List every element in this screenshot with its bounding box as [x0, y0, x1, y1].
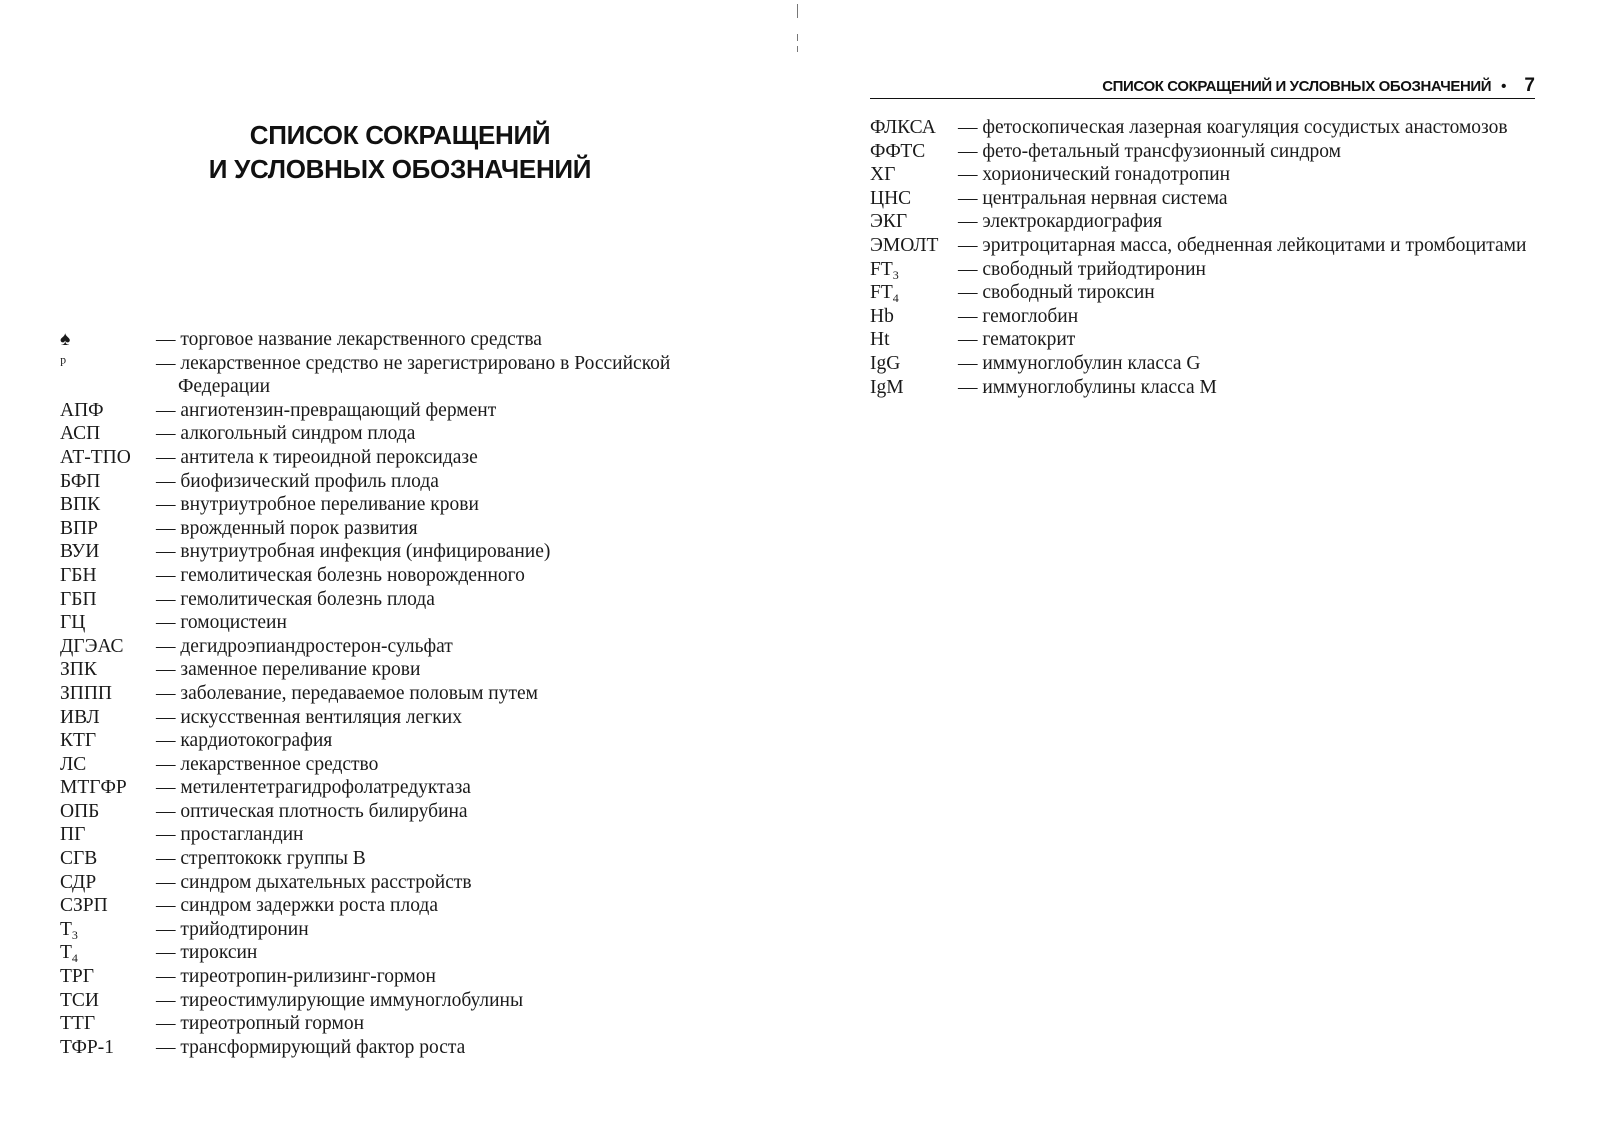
running-head [870, 74, 1535, 99]
abbreviation-term [870, 140, 925, 164]
abbreviation-entry [60, 776, 760, 800]
abbreviation-definition: — внутриутробная инфекция (инфицирование) [156, 540, 760, 564]
running-head-title: СПИСОК СОКРАЩЕНИЙ И УСЛОВНЫХ ОБОЗНАЧЕНИЙ [1102, 78, 1492, 95]
term-text: ♠ [60, 329, 71, 350]
abbreviation-entry [60, 871, 760, 895]
abbreviation-entry [60, 611, 760, 635]
abbreviation-definition: — трийодтиронин [156, 918, 760, 942]
abbreviation-definition: — торговое название лекарственного средства [156, 328, 760, 352]
bullet-icon: • [1501, 78, 1507, 95]
right-page [870, 0, 1535, 1145]
abbreviation-entry [60, 682, 760, 706]
abbreviation-term [60, 399, 104, 423]
chapter-title [60, 118, 740, 186]
term-text: ЭКГ [870, 211, 908, 233]
abbreviation-entry [60, 941, 760, 965]
term-text: ХГ [870, 164, 896, 186]
term-text: ᵖ [60, 352, 67, 374]
term-subscript: 3 [71, 927, 78, 942]
abbreviation-list [870, 116, 1535, 399]
abbreviation-definition: — алкогольный синдром плода [156, 422, 760, 446]
abbreviation-entry [60, 422, 760, 446]
abbreviation-term [60, 871, 96, 895]
abbreviation-definition: — искусственная вентиляция легких [156, 706, 760, 730]
abbreviation-entry [60, 399, 760, 423]
abbreviation-definition: — фето-фетальный трансфузионный синдром [958, 140, 1535, 164]
abbreviation-definition: — синдром дыхательных расстройств [156, 871, 760, 895]
abbreviation-entry [60, 894, 760, 918]
chapter-title-line: СПИСОК СОКРАЩЕНИЙ [249, 120, 551, 150]
term-text: ТТГ [60, 1013, 96, 1035]
abbreviation-definition: — ангиотензин-превращающий фермент [156, 399, 760, 423]
term-text: АСП [60, 423, 101, 445]
abbreviation-definition: — электрокардиография [958, 210, 1535, 234]
page-number: 7 [1524, 75, 1535, 96]
abbreviation-term [60, 965, 94, 989]
abbreviation-entry [60, 1012, 760, 1036]
abbreviation-definition: — тиреостимулирующие иммуноглобулины [156, 989, 760, 1013]
term-text: ТФР-1 [60, 1036, 114, 1058]
abbreviation-term [60, 446, 131, 470]
term-text: IgG [870, 352, 901, 374]
abbreviation-term [60, 635, 124, 659]
abbreviation-definition: — иммуноглобулины класса М [958, 376, 1535, 400]
abbreviation-term [870, 234, 938, 258]
abbreviation-definition: — кардиотокография [156, 729, 760, 753]
term-text: СЗРП [60, 895, 108, 917]
term-subscript: 3 [892, 267, 899, 282]
abbreviation-entry [60, 564, 760, 588]
term-text: ВПР [60, 517, 98, 539]
abbreviation-definition: — простагландин [156, 823, 760, 847]
term-text: ТРГ [60, 966, 95, 988]
abbreviation-entry [60, 847, 760, 871]
abbreviation-term [60, 989, 99, 1013]
term-subscript: 4 [71, 951, 78, 966]
abbreviation-definition: — трансформирующий фактор роста [156, 1036, 760, 1060]
gutter-mark [797, 46, 798, 52]
abbreviation-term [60, 493, 100, 517]
abbreviation-definition: — врожденный порок развития [156, 517, 760, 541]
abbreviation-term [870, 305, 894, 329]
term-text: БФП [60, 470, 101, 492]
term-text: ИВЛ [60, 706, 100, 728]
abbreviation-definition: — хорионический гонадотропин [958, 163, 1535, 187]
term-text: IgM [870, 376, 904, 398]
abbreviation-definition: — тиреотропин-рилизинг-гормон [156, 965, 760, 989]
abbreviation-entry [60, 493, 760, 517]
term-text: АТ-ТПО [60, 446, 131, 468]
term-text: КТГ [60, 730, 97, 752]
term-text: АПФ [60, 399, 104, 421]
abbreviation-term [870, 187, 911, 211]
term-text: T [60, 918, 72, 940]
term-text: ГБН [60, 564, 97, 586]
abbreviation-definition: — оптическая плотность билирубина [156, 800, 760, 824]
abbreviation-definition: — дегидроэпиандростерон-сульфат [156, 635, 760, 659]
term-text: ДГЭАС [60, 635, 124, 657]
abbreviation-definition: — эритроцитарная масса, обедненная лейкоцитами и тромбоцитами [958, 234, 1535, 258]
abbreviation-term [870, 352, 900, 376]
abbreviation-entry [870, 116, 1535, 140]
abbreviation-term [60, 918, 78, 942]
abbreviation-entry [60, 588, 760, 612]
abbreviation-entry [60, 706, 760, 730]
abbreviation-entry [60, 729, 760, 753]
abbreviation-entry [60, 328, 760, 352]
abbreviation-definition: — заменное переливание крови [156, 658, 760, 682]
abbreviation-entry [60, 446, 760, 470]
abbreviation-term [60, 800, 99, 824]
abbreviation-entry [60, 1036, 760, 1060]
abbreviation-term [60, 422, 100, 446]
abbreviation-definition: — биофизический профиль плода [156, 470, 760, 494]
abbreviation-term [870, 258, 899, 282]
term-text: ФЛКСА [870, 117, 936, 138]
abbreviation-definition: — синдром задержки роста плода [156, 894, 760, 918]
abbreviation-definition: — лекарственное средство [156, 753, 760, 777]
abbreviation-definition: — центральная нервная система [958, 187, 1535, 211]
abbreviation-definition: — внутриутробное переливание крови [156, 493, 760, 517]
abbreviation-entry [870, 281, 1535, 305]
abbreviation-term [60, 682, 112, 706]
abbreviation-term [870, 376, 904, 400]
abbreviation-term [60, 470, 100, 494]
term-text: ЗПК [60, 659, 97, 681]
abbreviation-definition: — тиреотропный гормон [156, 1012, 760, 1036]
abbreviation-term [60, 776, 127, 800]
abbreviation-definition: — иммуноглобулин класса G [958, 352, 1535, 376]
abbreviation-term [870, 328, 890, 352]
term-text: Ht [870, 329, 890, 351]
gutter-mark [797, 34, 798, 41]
abbreviation-entry [870, 187, 1535, 211]
term-text: ПГ [60, 824, 86, 846]
term-text: ОПБ [60, 800, 100, 822]
abbreviation-definition: — фетоскопическая лазерная коагуляция сосудистых анастомозов [958, 116, 1535, 140]
abbreviation-term [60, 328, 70, 352]
abbreviation-term [60, 941, 78, 965]
abbreviation-term [60, 658, 97, 682]
abbreviation-term [60, 706, 100, 730]
abbreviation-term [60, 564, 97, 588]
abbreviation-definition: — гемолитическая болезнь новорожденного [156, 564, 760, 588]
abbreviation-term [60, 540, 99, 564]
abbreviation-entry [870, 352, 1535, 376]
abbreviation-entry [60, 753, 760, 777]
term-text: ВПК [60, 494, 101, 516]
abbreviation-entry [870, 210, 1535, 234]
abbreviation-entry [870, 305, 1535, 329]
abbreviation-entry [60, 517, 760, 541]
term-text: ТСИ [60, 989, 99, 1011]
abbreviation-term [60, 517, 98, 541]
abbreviation-list [60, 328, 760, 1059]
term-text: МТГФР [60, 777, 127, 799]
abbreviation-entry [60, 635, 760, 659]
abbreviation-term [870, 281, 899, 305]
abbreviation-entry [60, 823, 760, 847]
abbreviation-entry [870, 140, 1535, 164]
abbreviation-term [60, 894, 108, 918]
term-text: ЭМОЛТ [870, 234, 939, 256]
abbreviation-entry [870, 163, 1535, 187]
term-text: ЗППП [60, 682, 113, 704]
abbreviation-entry [60, 989, 760, 1013]
term-text: ВУИ [60, 541, 100, 563]
abbreviation-term [60, 729, 96, 753]
term-text: ФФТС [870, 140, 926, 162]
abbreviation-definition: — тироксин [156, 941, 760, 965]
abbreviation-term [60, 753, 86, 777]
abbreviation-term [60, 823, 85, 847]
abbreviation-entry [870, 258, 1535, 282]
term-text: ЛС [60, 753, 87, 775]
abbreviation-entry [60, 918, 760, 942]
abbreviation-term [60, 1012, 95, 1036]
term-text: T [60, 942, 72, 964]
term-text: FT [870, 282, 893, 304]
term-text: ЦНС [870, 187, 912, 209]
term-text: ГЦ [60, 612, 86, 634]
abbreviation-entry [870, 376, 1535, 400]
term-text: СГВ [60, 848, 98, 870]
abbreviation-term [870, 210, 907, 234]
abbreviation-term [60, 352, 66, 376]
term-text: FT [870, 258, 893, 280]
abbreviation-term [60, 847, 97, 871]
abbreviation-entry [60, 658, 760, 682]
abbreviation-definition: — гематокрит [958, 328, 1535, 352]
abbreviation-term [60, 1036, 114, 1060]
abbreviation-definition: — свободный трийодтиронин [958, 258, 1535, 282]
abbreviation-definition: — гемоглобин [958, 305, 1535, 329]
abbreviation-term [870, 163, 895, 187]
abbreviation-entry [60, 540, 760, 564]
term-text: ГБП [60, 588, 97, 610]
left-page [60, 0, 760, 1145]
abbreviation-entry [60, 352, 760, 399]
abbreviation-term [870, 116, 936, 140]
term-text: СДР [60, 871, 97, 893]
abbreviation-definition: — заболевание, передаваемое половым путем [156, 682, 760, 706]
abbreviation-definition: — антитела к тиреоидной пероксидазе [156, 446, 760, 470]
term-subscript: 4 [892, 291, 899, 306]
abbreviation-definition: — гемолитическая болезнь плода [156, 588, 760, 612]
abbreviation-definition: — гомоцистеин [156, 611, 760, 635]
gutter-mark [797, 4, 798, 18]
abbreviation-definition: — лекарственное средство не зарегистрировано в Российской Федерации [156, 352, 760, 399]
abbreviation-term [60, 588, 97, 612]
abbreviation-entry [60, 800, 760, 824]
chapter-title-line: И УСЛОВНЫХ ОБОЗНАЧЕНИЙ [208, 154, 592, 184]
abbreviation-definition: — метилентетрагидрофолатредуктаза [156, 776, 760, 800]
term-text: Hb [870, 305, 894, 327]
abbreviation-entry [870, 234, 1535, 258]
abbreviation-entry [870, 328, 1535, 352]
abbreviation-term [60, 611, 85, 635]
abbreviation-entry [60, 965, 760, 989]
abbreviation-definition: — свободный тироксин [958, 281, 1535, 305]
abbreviation-entry [60, 470, 760, 494]
abbreviation-definition: — стрептококк группы В [156, 847, 760, 871]
